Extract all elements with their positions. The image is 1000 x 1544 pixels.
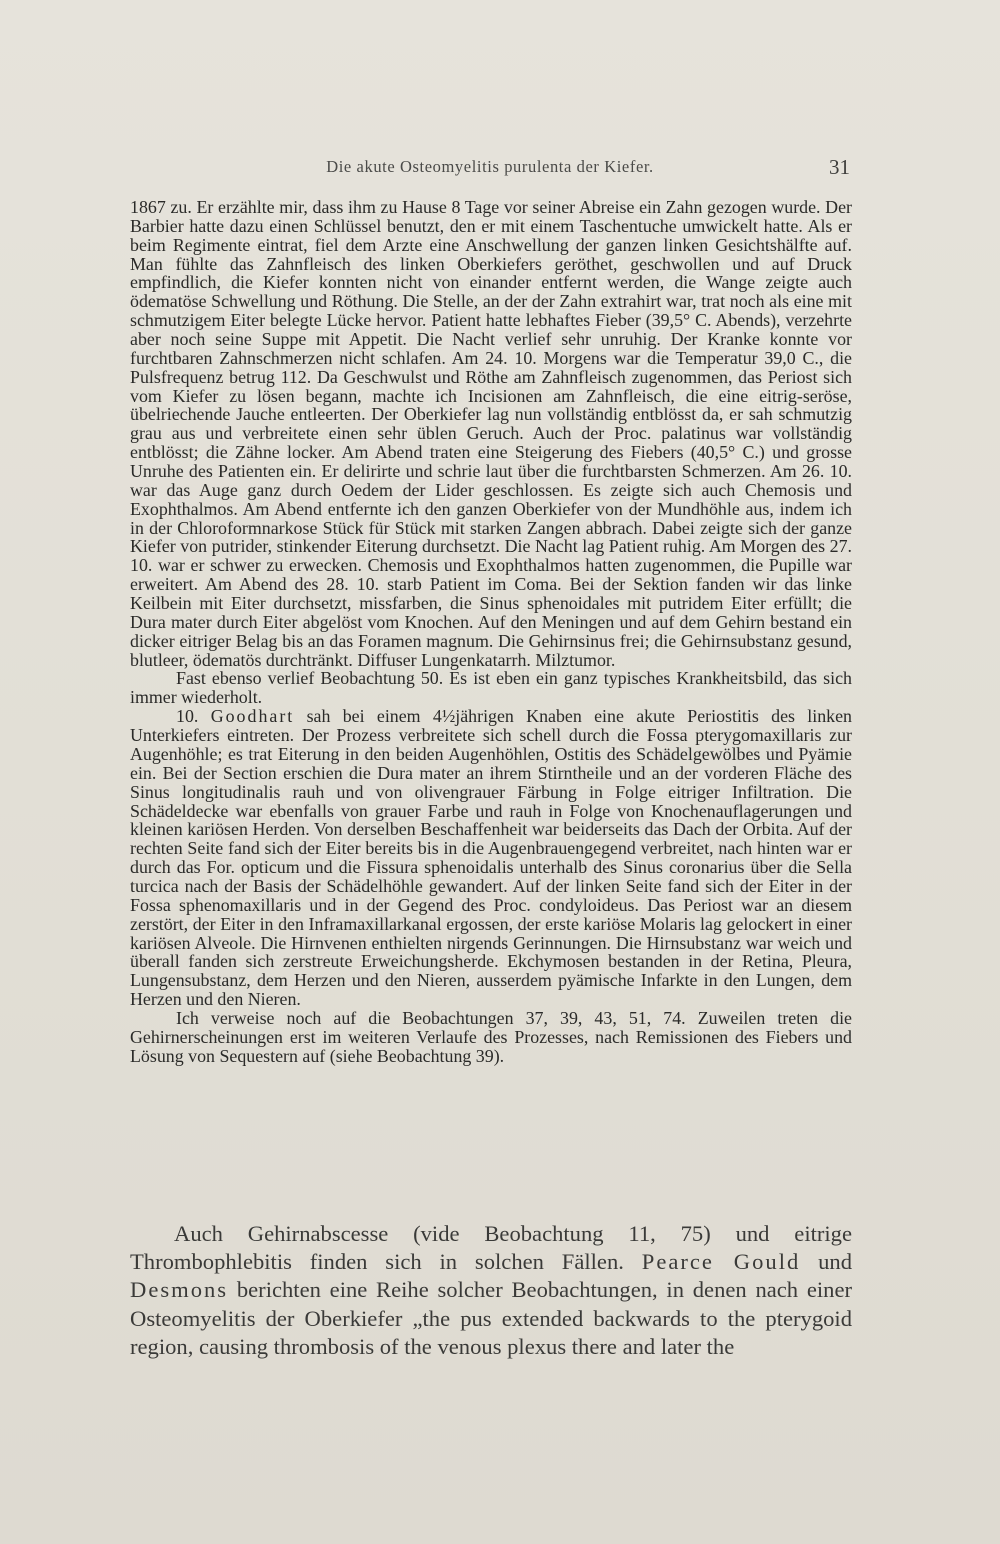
- paragraph-observation-50: Fast ebenso verlief Beobachtung 50. Es ist eben ein ganz typisches Krankheitsbild, das sich immer wiederholt.: [130, 668, 852, 708]
- running-title: Die akute Osteomyelitis purulenta der Kiefer.: [326, 157, 654, 176]
- author-name: Desmons: [130, 1277, 229, 1303]
- page-number: 31: [829, 155, 850, 179]
- paragraph-references: Ich verweise noch auf die Beobachtungen 37, 39, 43, 51, 74. Zuweilen treten die Gehirnerscheinungen erst im weiteren Verlaufe des Prozesses, nach Remissionen des Fiebers und Lösung von Sequestern auf (siehe Beobachtung 39).: [130, 1007, 852, 1066]
- case-report-text: [130, 198, 852, 1066]
- text-part-2: berichten eine Reihe solcher Beobachtungen, in denen nach einer Osteomyelitis der Oberkiefer „the pus extended backwards to the pterygoid region, causing thrombosis of the venous plexus there and later the: [130, 1277, 852, 1359]
- conjunction: und: [818, 1249, 853, 1275]
- page-header: [130, 153, 850, 185]
- case-text: sah bei einem 4½jährigen Knaben eine akute Periostitis des linken Unterkiefers eintreten. Der Prozess verbreitete sich schell durch die Fossa pterygomaxillaris zur Augenhöhle; es trat Eiterung in den beiden Augenhöhlen, Ostitis des Schädelgewölbes und Pyämie ein. Bei der Section erschien die Dura mater an ihrem Stirntheile und an der vorderen Fläche des Sinus longitudinalis rauh und von olivengrauer Färbung in Folge eitriger Infiltration. Die Schädeldecke war ebenfalls von grauer Farbe und rauh in Folge von Knochenauflagerungen und kleinen kariösen Herden. Von derselben Beschaffenheit war beiderseits das Dach der Orbita. Auf der rechten Seite fand sich der Eiter bereits bis in die Augenbrauengegend verbreitet, nach hinten war er durch das For. opticum und die Fissura sphenoidalis unterhalb des Sinus coronarius über die Sella turcica nach der Basis der Schädelhöhle gewandert. Auf der linken Seite fand sich der Eiter in der Fossa sphenomaxillaris und in der Gegend des Proc. condyloideus. Das Periost war an diesem zerstört, der Eiter in den Inframaxillarkanal ergossen, der erste kariöse Molaris lag gelockert in einer kariösen Alveole. Die Hirnvenen enthielten nirgends Gerinnungen. Die Hirnsubstanz war weich und überall fanden sich zerstreute Erweichungsherde. Ekchymosen bestanden in der Retina, Pleura, Lungensubstanz, dem Herzen und den Nieren, ausserdem pyämische Infarkte in den Lungen, dem Herzen und den Nieren.: [130, 706, 852, 1010]
- paragraph-brain-abscess: [130, 1220, 852, 1361]
- author-name: Goodhart: [210, 706, 295, 727]
- author-name: Pearce Gould: [641, 1249, 801, 1275]
- paragraph-case-continuation: 1867 zu. Er erzählte mir, dass ihm zu Hause 8 Tage vor seiner Abreise ein Zahn gezogen wurde. Der Barbier hatte dazu einen Schlüssel benutzt, den er mit einem Taschentuche umwickelt hatte. Als er beim Regimente eintrat, fiel dem Arzte eine Anschwellung der ganzen linken Gesichtshälfte auf. Man fühlte das Zahnfleisch des linken Oberkiefers geröthet, geschwollen und auf Druck empfindlich, die Kiefer konnten nicht von einander entfernt werden, die Wange zeigte auch ödematöse Schwellung und Röthung. Die Stelle, an der der Zahn extrahirt war, trat noch als eine mit schmutzigem Eiter belegte Lücke hervor. Patient hatte lebhaftes Fieber (39,5° C. Abends), verzehrte aber noch seine Suppe mit Appetit. Die Nacht verlief sehr unruhig. Der Kranke konnte vor furchtbaren Zahnschmerzen nicht schlafen. Am 24. 10. Morgens war die Temperatur 39,0 C., die Pulsfrequenz betrug 112. Da Geschwulst und Röthe am Zahnfleisch zugenommen, das Periost sich vom Kiefer zu lösen begann, machte ich Incisionen am Zahnfleisch, die eine eitrig-seröse, übelriechende Jauche entleerten. Der Oberkiefer lag nun vollständig entblösst da, er sah schmutzig grau aus und verbreitete einen sehr üblen Geruch. Auch der Proc. palatinus war vollständig entblösst; die Zähne locker. Am Abend traten eine Steigerung des Fiebers (40,5° C.) und grosse Unruhe des Patienten ein. Er delirirte und schrie laut über die furchtbarsten Schmerzen. Am 26. 10. war das Auge ganz durch Oedem der Lider geschlossen. Es zeigte sich auch Chemosis und Exophthalmos. Am Abend entfernte ich den ganzen Oberkiefer von der Mundhöhle aus, indem ich in der Chloroformnarkose Stück für Stück mit starken Zangen abbrach. Dabei zeigte sich der ganze Kiefer von putrider, stinkender Eiterung durchsetzt. Die Nacht lag Patient ruhig. Am Morgen des 27. 10. war er schwer zu erwecken. Chemosis und Exophthalmos hatten zugenommen, die Pupille war erweitert. Am Abend des 28. 10. starb Patient im Coma. Bei der Sektion fanden wir das linke Keilbein mit Eiter durchsetzt, missfarben, die Sinus sphenoidales mit putridem Eiter erfüllt; die Dura mater durch Eiter abgelöst vom Knochen. Auf den Meningen und auf dem Gehirn bestand ein dicker eitriger Belag bis an das Foramen magnum. Die Gehirnsinus frei; die Gehirnsubstanz gesund, blutleer, ödematös durchtränkt. Diffuser Lungenkatarrh. Milztumor.: [130, 197, 852, 670]
- paragraph-goodhart: [130, 707, 852, 1009]
- text-part-1: Auch Gehirnabscesse (vide Beobachtung 11, 75) und eitrige Thrombophlebitis finden sich in solchen Fällen.: [130, 1221, 852, 1275]
- main-text: [130, 1220, 852, 1361]
- case-number: 10.: [176, 706, 199, 727]
